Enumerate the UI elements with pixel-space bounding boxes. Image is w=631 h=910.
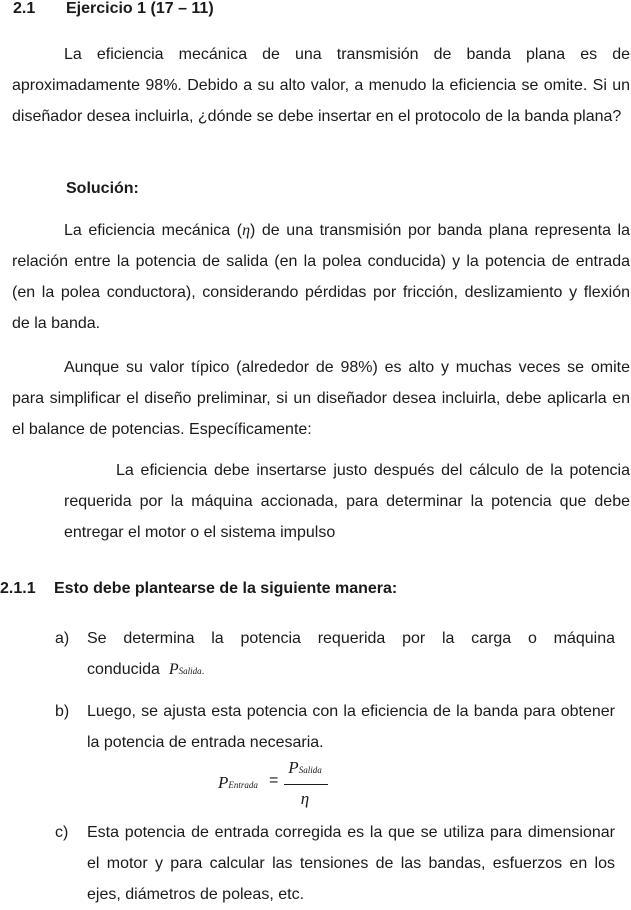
item-label: b) bbox=[55, 703, 70, 720]
item-label: c) bbox=[55, 824, 69, 841]
problem-text: La eficiencia mecánica de una transmisión de banda plana es de aproximadamente 98%. Debido a su alto valor, a menudo la eficiencia se omite. Si un diseñador desea incluirla, ¿dónde se debe insertar en el protocolo de la banda plana? bbox=[12, 46, 630, 125]
subsection-title: Esto debe plantearse de la siguiente manera: bbox=[54, 580, 398, 597]
formula-num-subscript: Salida bbox=[298, 765, 322, 775]
efficiency-formula bbox=[218, 758, 338, 814]
problem-paragraph bbox=[12, 39, 630, 132]
section-number: 2.1 bbox=[13, 0, 36, 17]
item-label: a) bbox=[55, 630, 70, 647]
insertion-note bbox=[64, 455, 630, 548]
solution-heading: Solución: bbox=[66, 180, 139, 197]
formula-lhs: P bbox=[218, 773, 229, 792]
formula-lhs-subscript: Entrada bbox=[228, 780, 258, 790]
eta-symbol: η bbox=[242, 222, 250, 239]
efficiency-paragraph bbox=[12, 215, 630, 339]
item-text: Se determina la potencia requerida por la carga o máquina conducida PSalida. bbox=[87, 630, 615, 678]
para2-text: Aunque su valor típico (alrededor de 98%) es alto y muchas veces se omite para simplificar el diseño preliminar, si un diseñador desea incluirla, debe aplicarla en el balance de potencias. Específicamente: bbox=[12, 359, 630, 438]
balance-paragraph bbox=[12, 352, 630, 445]
section-title: Ejercicio 1 (17 – 11) bbox=[66, 0, 214, 17]
p-salida-subscript: Salida bbox=[178, 666, 202, 676]
fraction-bar bbox=[284, 784, 328, 785]
subsection-number: 2.1.1 bbox=[0, 580, 36, 597]
quote-text: La eficiencia debe insertarse justo después del cálculo de la potencia requerida por la máquina accionada, para determinar la potencia que debe entregar el motor o el sistema impulso bbox=[64, 462, 630, 541]
item-text: Luego, se ajusta esta potencia con la eficiencia de la banda para obtener la potencia de entrada necesaria. bbox=[87, 703, 615, 751]
p-salida-symbol: P bbox=[168, 661, 179, 678]
item-text: Esta potencia de entrada corregida es la que se utiliza para dimensionar el motor y para calcular las tensiones de las bandas, esfuerzos en los ejes, diámetros de poleas, etc. bbox=[87, 824, 615, 903]
formula-numerator: PSalida bbox=[288, 758, 322, 777]
para1-before: La eficiencia mecánica ( bbox=[64, 222, 243, 239]
formula-denominator: η bbox=[300, 789, 310, 808]
para1-after: ) de una transmisión por banda plana representa la relación entre la potencia de salida (en la polea conducida) y la potencia de entrada (en la polea conductora), considerando pérdidas por fricción, deslizamiento y flexión de la banda. bbox=[12, 222, 631, 332]
formula-equals: = bbox=[269, 772, 279, 789]
